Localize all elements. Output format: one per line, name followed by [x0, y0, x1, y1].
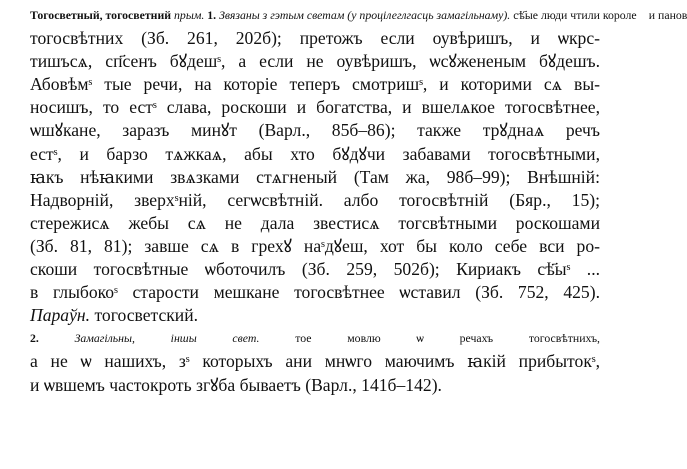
sense-1-line: скоши тогосвѣтные ѡботочилъ (Зб. 259, 502б); Кириакъ сѣ҃ыˢ ...: [30, 259, 600, 280]
sense-1-paragraph: [8, 4, 687, 327]
see-also-label: Параўн.: [30, 305, 91, 326]
sense-1-line: Абовѣмˢ тые речи, на которіе теперъ смотришˢ, и которими сѧ вы-: [30, 74, 600, 95]
sense-1-line: ѡшꙋкане, заразъ минꙋт (Варл., 85б–86); также трꙋднаѧ речъ: [30, 120, 600, 141]
sense-1-line: ꙗкъ нѣꙗкими звѧзками стѧгненый (Там жа, 98б–99); Внѣшній:: [30, 166, 600, 187]
sense-1-line: в глыбокоˢ старости мешкане тогосвѣтнее ѡставил (Зб. 752, 425).: [30, 282, 600, 303]
sense-2-definition: Замагільны, іншы свет.: [74, 331, 260, 346]
sense-1-definition: Звязаны з гэтым светам (у процілеглгасць замагільнаму).: [219, 8, 511, 22]
entry-first-line: [8, 4, 687, 27]
sense-1-number: 1.: [207, 8, 217, 22]
sense-2-line: тое мовлю ѡ речахъ тогосвѣтнихъ,: [295, 331, 601, 346]
sense-2-line: а не ѡ нашихъ, зˢ которыхъ ани мнѡго маючимъ ꙗкій прибытокˢ,: [30, 351, 600, 372]
sense-1-line: тогосвѣтних (Зб. 261, 202б); претожъ если оувѣришъ, и ѡкрс-: [30, 28, 600, 49]
sense-2-line: и ѡвшемъ частокроть згꙋба бываетъ (Варл., 141б–142).: [30, 374, 442, 395]
sense-1-line: носишъ, то естˢ слава, роскоши и богатства, и вшелѧкое тогосвѣтнее,: [30, 97, 600, 118]
sense-1-line: стережисѧ жебы сѧ не дала звестисѧ тогсвѣтными роскошами: [30, 212, 600, 233]
headword: Тогосветный, тогосветний: [30, 8, 172, 22]
sense-1-line: тишъсѧ, сп҃сенъ бꙋдешˢ, а если не оувѣришъ, ѡсꙋжененым бꙋдешъ.: [30, 51, 600, 72]
sense-1-line: Надворній, зверхˢній, сегѡсвѣтній. албо тогосвѣтній (Бяр., 15);: [30, 189, 600, 210]
dictionary-entry: [8, 4, 687, 397]
part-of-speech: прым.: [174, 8, 205, 22]
sense-2-first-line: [8, 327, 600, 350]
sense-2-paragraph: [8, 327, 600, 396]
sense-1-line: сѣ҃ые люди чтили королеⷡ и панов: [513, 8, 687, 22]
see-also-line: [8, 304, 600, 327]
sense-2-number: 2.: [30, 331, 39, 346]
see-also-word: тогосветский.: [94, 305, 199, 326]
sense-1-line: (Зб. 81, 81); завше сѧ в грехꙋ наˢдꙋеш, хот бы коло себе вси ро-: [30, 235, 600, 256]
sense-1-line: естˢ, и барзо тѧжкаѧ, абы хто бꙋдꙋчи забавами тогосвѣтными,: [30, 143, 600, 164]
